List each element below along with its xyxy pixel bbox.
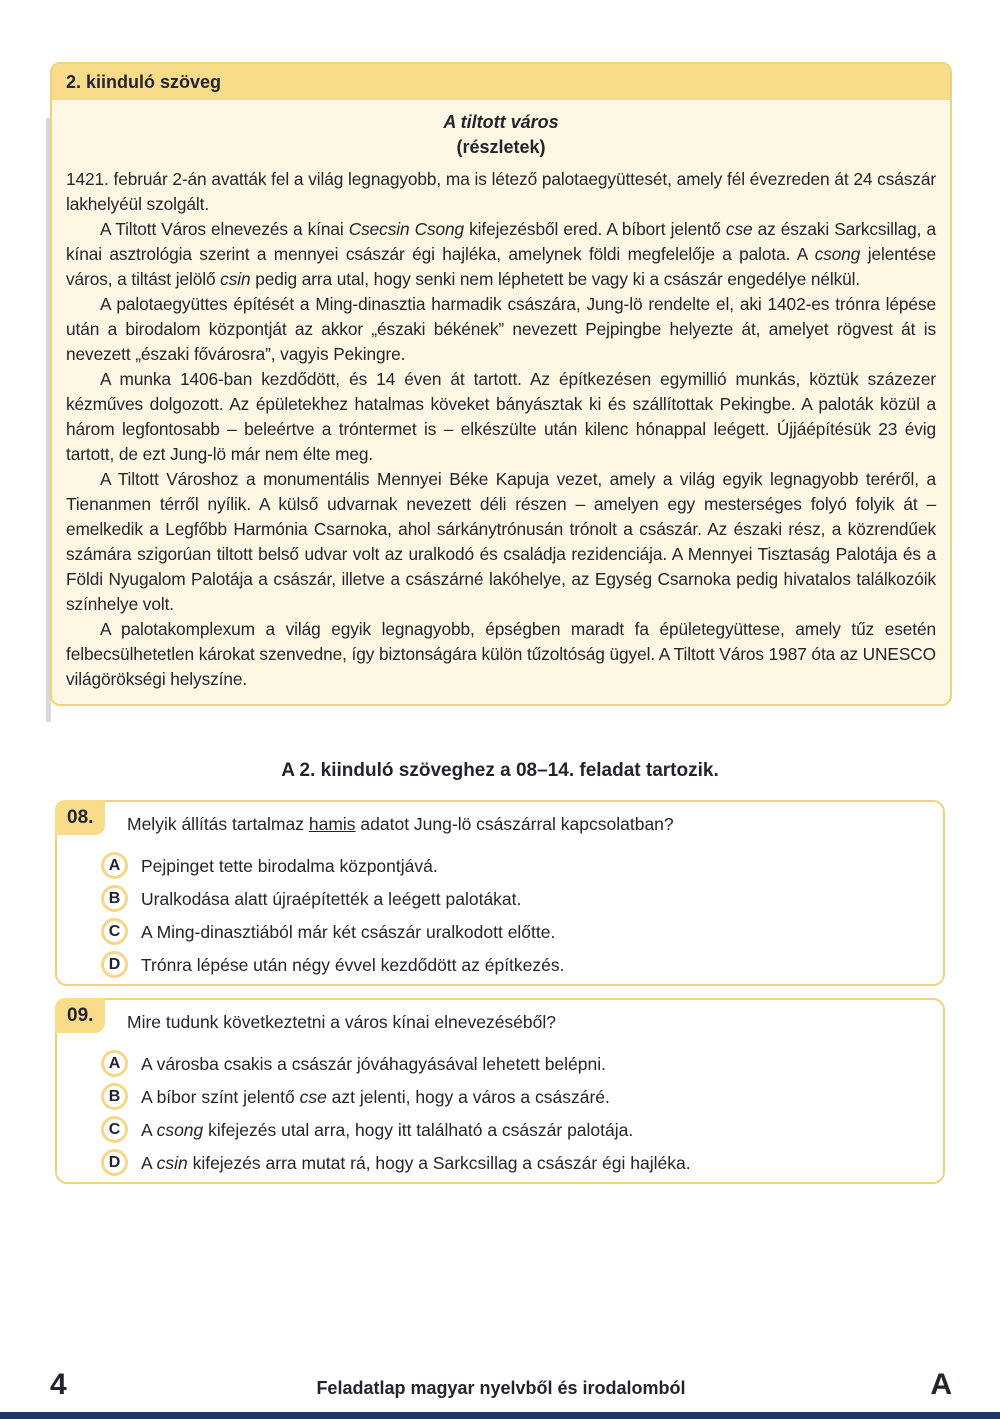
paragraph: A palotaegyüttes építését a Ming-dinasztia harmadik császára, Jung-lö rendelte el, aki 1402-es trónra lépése után a birodalom központját az akkor „északi békének” nevezett Pejpingbe helyezte át, amelyet rögvest át is nevezett „északi fővárosra”, vagyis Pekingre. xyxy=(66,294,936,364)
option-letter-circle[interactable]: A xyxy=(101,852,128,879)
source-box-header: 2. kiinduló szöveg xyxy=(52,64,950,100)
option-text: Pejpinget tette birodalma központjává. xyxy=(141,855,438,876)
bottom-bar xyxy=(0,1412,1000,1419)
option-row[interactable] xyxy=(101,1083,925,1110)
question-text: Melyik állítás tartalmaz hamis adatot Jung-lö császárral kapcsolatban? xyxy=(127,814,674,834)
options-list xyxy=(101,1050,925,1176)
question-text: Mire tudunk következtetni a város kínai elnevezéséből? xyxy=(127,1012,556,1032)
option-letter-circle[interactable]: B xyxy=(101,1083,128,1110)
option-letter-circle[interactable]: C xyxy=(101,1116,128,1143)
question-box-08 xyxy=(55,800,945,986)
option-letter-circle[interactable]: B xyxy=(101,885,128,912)
source-text-subtitle: (részletek) xyxy=(456,137,546,157)
paragraph: A Tiltott Városhoz a monumentális Mennyei Béke Kapuja vezet, amely a világ egyik legnagyobb teréről, a Tienanmen térről nyílik. A külső udvarnak nevezett déli részen – amelyen egy mesterséges folyó folyik át – emelkedik a Legfőbb Harmónia Csarnoka, ahol sárkánytrónusán trónolt a császár. Az északi rész, a közrendűek számára szigorúan tiltott belső udvar volt az uralkodó és családja rezidenciája. A Mennyei Tisztaság Palotája és a Földi Nyugalom Palotája a császár, illetve a császárné lakóhelye, az Egység Csarnoka pedig hivatalos találkozóik színhelye volt. xyxy=(66,469,936,614)
question-head xyxy=(67,802,925,842)
option-row[interactable] xyxy=(101,852,925,879)
page-number: 4 xyxy=(50,1368,67,1401)
option-row[interactable] xyxy=(101,1050,925,1077)
source-text-title: A tiltott város xyxy=(443,112,559,132)
paragraph: A munka 1406-ban kezdődött, és 14 éven át tartott. Az építkezésen egymillió munkás, köztük százezer kézműves dolgozott. Az épületekhez hatalmas köveket bányásztak ki és szállítottak Pekingbe. A paloták közül a három legfontosabb – beleértve a tróntermet is – elkészülte után kilenc hónappal leégett. Újjáépítésük 23 évig tartott, de ezt Jung-lö már nem élte meg. xyxy=(66,369,936,464)
option-row[interactable] xyxy=(101,918,925,945)
option-letter-circle[interactable]: A xyxy=(101,1050,128,1077)
question-box-09 xyxy=(55,998,945,1184)
question-number-badge: 09. xyxy=(55,998,105,1033)
option-letter-circle[interactable]: D xyxy=(101,1149,128,1176)
option-text: A bíbor színt jelentő cse azt jelenti, hogy a város a császáré. xyxy=(141,1086,610,1107)
option-text: Trónra lépése után négy évvel kezdődött az építkezés. xyxy=(141,954,565,975)
option-text: A városba csakis a császár jóváhagyásával lehetett belépni. xyxy=(141,1053,606,1074)
page-footer xyxy=(50,1368,952,1402)
option-row[interactable] xyxy=(101,951,925,978)
source-text-box xyxy=(50,62,952,706)
option-letter-circle[interactable]: D xyxy=(101,951,128,978)
option-text: A Ming-dinasztiából már két császár uralkodott előtte. xyxy=(141,921,556,942)
paragraph: A palotakomplexum a világ egyik legnagyobb, épségben maradt fa épületegyüttese, amely tűz esetén felbecsülhetetlen károkat szenvedne, így biztonságára külön tűzoltóság ügyel. A Tiltott Város 1987 óta az UNESCO világörökségi helyszíne. xyxy=(66,619,936,689)
option-row[interactable] xyxy=(101,1116,925,1143)
option-text: Uralkodása alatt újraépítették a leégett palotákat. xyxy=(141,888,522,909)
options-list xyxy=(101,852,925,978)
paragraph: A Tiltott Város elnevezés a kínai Csecsin Csong kifejezésből ered. A bíbort jelentő cse az északi Sarkcsillag, a kínai asztrológia szerint a mennyei császár égi hajléka, amelynek földi megfelelője a palota. A csong jelentése város, a tiltást jelölő csin pedig arra utal, hogy senki nem léphetett be vagy ki a császár engedélye nélkül. xyxy=(66,219,936,289)
source-box-body xyxy=(52,100,950,704)
footer-title: Feladatlap magyar nyelvből és irodalomból xyxy=(316,1378,686,1398)
booklet-letter: A xyxy=(930,1368,952,1401)
paragraph: 1421. február 2-án avatták fel a világ legnagyobb, ma is létező palotaegyüttesét, amely fél évezreden át 24 császár lakhelyéül szolgált. xyxy=(66,169,936,214)
option-row[interactable] xyxy=(101,1149,925,1176)
option-text: A csong kifejezés utal arra, hogy itt található a császár palotája. xyxy=(141,1119,634,1140)
question-head xyxy=(67,1000,925,1040)
question-number-badge: 08. xyxy=(55,800,105,835)
divider-note: A 2. kiinduló szöveghez a 08–14. feladat tartozik. xyxy=(281,760,719,781)
option-row[interactable] xyxy=(101,885,925,912)
option-text: A csin kifejezés arra mutat rá, hogy a Sarkcsillag a császár égi hajléka. xyxy=(141,1152,691,1173)
option-letter-circle[interactable]: C xyxy=(101,918,128,945)
